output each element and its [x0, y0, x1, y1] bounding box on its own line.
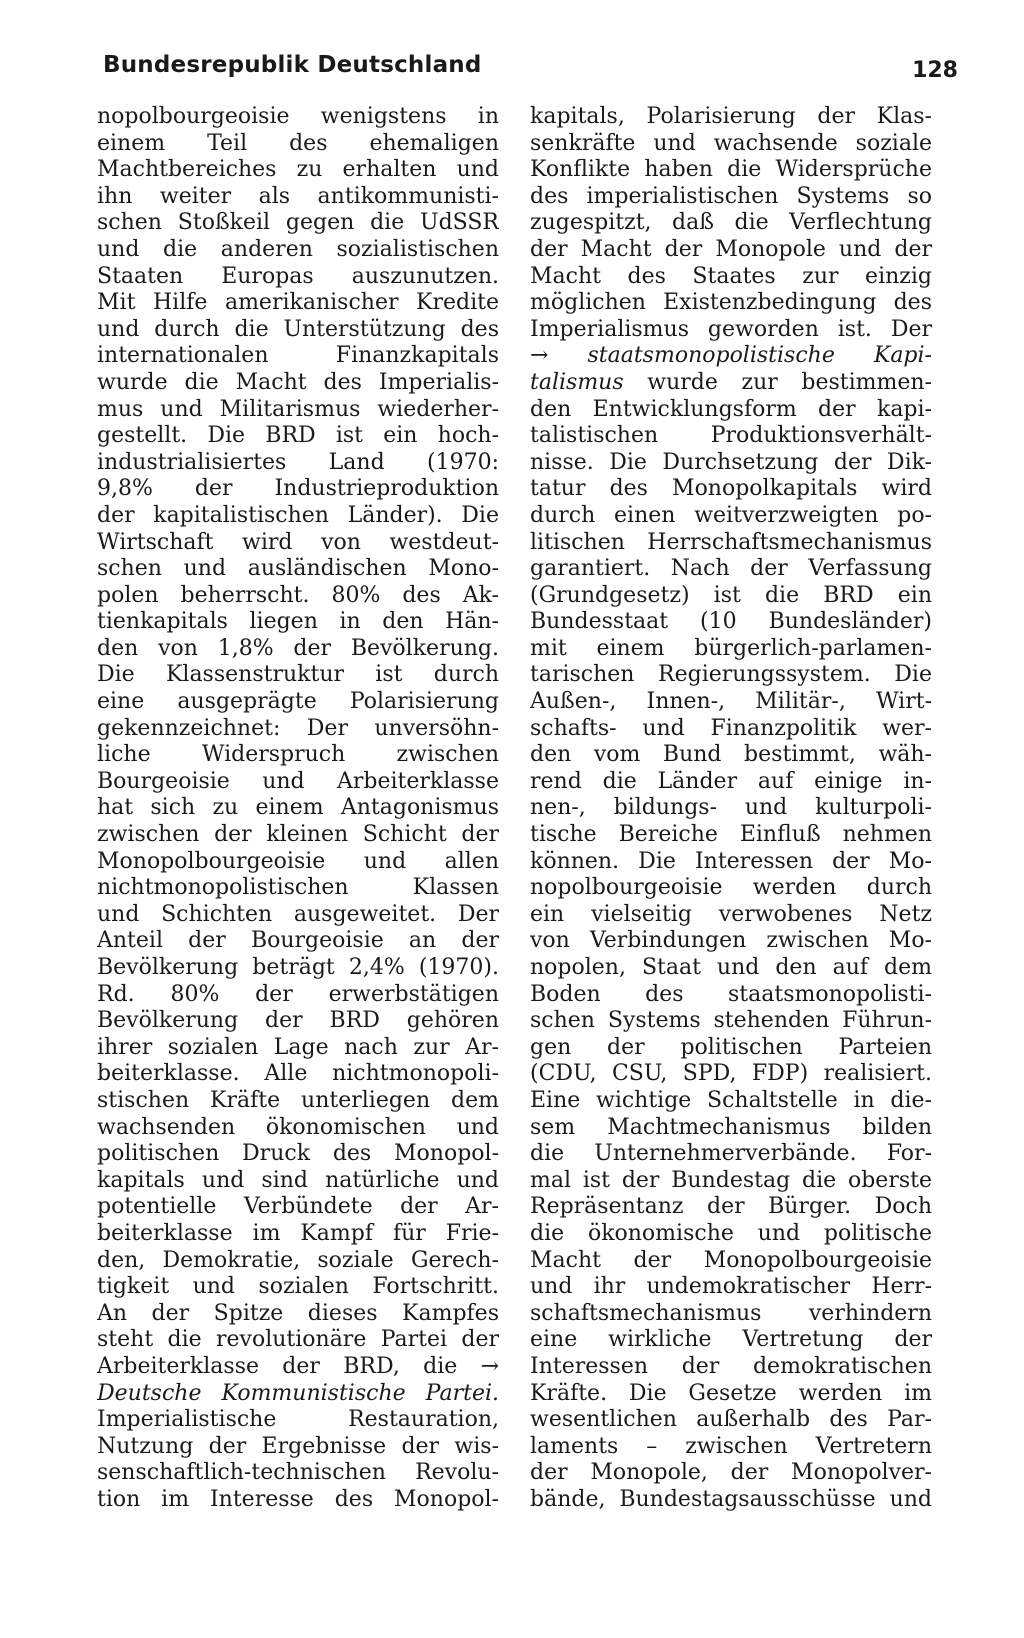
text-line: Wirtschaft wird von westdeut-: [97, 529, 499, 555]
text-line: schen Systems stehenden Führun-: [530, 1008, 932, 1034]
text-line: wachsenden ökonomischen und: [97, 1114, 499, 1140]
text-line: der Monopole, der Monopolver-: [530, 1460, 932, 1486]
text-line: stischen Kräfte unterliegen dem: [97, 1087, 499, 1113]
text-line: mal ist der Bundestag die oberste: [530, 1167, 932, 1193]
text-line: nichtmonopolistischen Klassen: [97, 875, 499, 901]
text-line: 9,8% der Industrieproduktion: [97, 476, 499, 502]
text-line: tienkapitals liegen in den Hän-: [97, 609, 499, 635]
text-line: (Grundgesetz) ist die BRD ein: [530, 582, 932, 608]
text-line: mit einem bürgerlich-parlamen-: [530, 635, 932, 661]
text-line: Außen-, Innen-, Militär-, Wirt-: [530, 689, 932, 715]
text-line: den von 1,8% der Bevölkerung.: [97, 635, 499, 661]
text-line: den vom Bund bestimmt, wäh-: [530, 742, 932, 768]
text-line: können. Die Interessen der Mo-: [530, 848, 932, 874]
text-line: garantiert. Nach der Verfassung: [530, 556, 932, 582]
text-line: eine ausgeprägte Polarisierung: [97, 689, 499, 715]
text-line: Arbeiterklasse der BRD, die →: [97, 1353, 499, 1379]
text-line: nopolbourgeoisie werden durch: [530, 875, 932, 901]
text-line: (CDU, CSU, SPD, FDP) realisiert.: [530, 1061, 932, 1087]
text-line: Mit Hilfe amerikanischer Kredite: [97, 290, 499, 316]
text-line: bände, Bundestagsausschüsse und: [530, 1486, 932, 1512]
text-line: durch einen weitverzweigten po-: [530, 502, 932, 528]
text-line: industrialisiertes Land (1970:: [97, 449, 499, 475]
text-line: Machtbereiches zu erhalten und: [97, 157, 499, 183]
text-line: Boden des staatsmonopolisti-: [530, 981, 932, 1007]
text-line: tarischen Regierungssystem. Die: [530, 662, 932, 688]
text-column-left: [97, 104, 499, 1513]
text-line: den, Demokratie, soziale Gerech-: [97, 1247, 499, 1273]
text-line: schen Stoßkeil gegen die UdSSR: [97, 210, 499, 236]
text-line: beiterklasse. Alle nichtmonopoli-: [97, 1061, 499, 1087]
text-line: nen-, bildungs- und kulturpoli-: [530, 795, 932, 821]
text-line: des imperialistischen Systems so: [530, 183, 932, 209]
text-line: senschaftlich-technischen Revolu-: [97, 1460, 499, 1486]
text-line: Repräsentanz der Bürger. Doch: [530, 1194, 932, 1220]
text-line: Imperialismus geworden ist. Der: [530, 316, 932, 342]
text-line: den Entwicklungsform der kapi-: [530, 396, 932, 422]
text-line: die Unternehmerverbände. For-: [530, 1141, 932, 1167]
text-line: der Macht der Monopole und der: [530, 236, 932, 262]
text-line: Die Klassenstruktur ist durch: [97, 662, 499, 688]
text-line: tische Bereiche Einfluß nehmen: [530, 822, 932, 848]
text-line: laments – zwischen Vertretern: [530, 1433, 932, 1459]
text-line: Nutzung der Ergebnisse der wis-: [97, 1433, 499, 1459]
text-line: ein vielseitig verwobenes Netz: [530, 901, 932, 927]
text-line: schafts- und Finanzpolitik wer-: [530, 715, 932, 741]
text-line: kapitals und sind natürliche und: [97, 1167, 499, 1193]
text-line: hat sich zu einem Antagonismus: [97, 795, 499, 821]
text-column-right: [530, 104, 932, 1513]
text-line: Interessen der demokratischen: [530, 1353, 932, 1379]
text-line: Anteil der Bourgeoisie an der: [97, 928, 499, 954]
text-line: Bevölkerung der BRD gehören: [97, 1008, 499, 1034]
text-line: zugespitzt, daß die Verflechtung: [530, 210, 932, 236]
text-line: kapitals, Polarisierung der Klas-: [530, 104, 932, 129]
text-line: und ihr undemokratischer Herr-: [530, 1274, 932, 1300]
text-line: gekennzeichnet: Der unversöhn-: [97, 715, 499, 741]
text-line: Imperialistische Restauration,: [97, 1407, 499, 1433]
text-line: steht die revolutionäre Partei der: [97, 1327, 499, 1353]
text-line: nopolen, Staat und den auf dem: [530, 955, 932, 980]
text-line: → staatsmonopolistische Kapi-: [530, 343, 932, 369]
text-line: An der Spitze dieses Kampfes: [97, 1300, 499, 1326]
text-line: Bourgeoisie und Arbeiterklasse: [97, 768, 499, 794]
text-line: potentielle Verbündete der Ar-: [97, 1194, 499, 1220]
text-line: der kapitalistischen Länder). Die: [97, 502, 499, 528]
text-line: die ökonomische und politische: [530, 1220, 932, 1246]
text-line: und Schichten ausgeweitet. Der: [97, 901, 499, 927]
text-line: Bevölkerung beträgt 2,4% (1970).: [97, 955, 499, 980]
text-line: Bundesstaat (10 Bundesländer): [530, 609, 932, 635]
text-line: wurde die Macht des Imperialis-: [97, 369, 499, 395]
text-line: ihrer sozialen Lage nach zur Ar-: [97, 1034, 499, 1060]
text-line: und die anderen sozialistischen: [97, 236, 499, 262]
text-line: Konflikte haben die Widersprüche: [530, 157, 932, 183]
text-line: politischen Druck des Monopol-: [97, 1141, 499, 1167]
text-line: Rd. 80% der erwerbstätigen: [97, 981, 499, 1007]
text-line: Deutsche Kommunistische Partei.: [97, 1380, 499, 1406]
text-line: wesentlichen außerhalb des Par-: [530, 1407, 932, 1433]
text-line: ihn weiter als antikommunisti-: [97, 183, 499, 209]
text-line: sem Machtmechanismus bilden: [530, 1114, 932, 1140]
page-number: 128: [912, 58, 958, 83]
text-line: möglichen Existenzbedingung des: [530, 290, 932, 316]
running-title: Bundesrepublik Deutschland: [103, 52, 482, 78]
text-line: liche Widerspruch zwischen: [97, 742, 499, 768]
text-line: Kräfte. Die Gesetze werden im: [530, 1380, 932, 1406]
text-line: nisse. Die Durchsetzung der Dik-: [530, 449, 932, 475]
text-line: internationalen Finanzkapitals: [97, 343, 499, 369]
text-line: talistischen Produktionsverhält-: [530, 423, 932, 449]
text-line: eine wirkliche Vertretung der: [530, 1327, 932, 1353]
text-line: beiterklasse im Kampf für Frie-: [97, 1220, 499, 1246]
text-line: gen der politischen Parteien: [530, 1034, 932, 1060]
text-line: senkräfte und wachsende soziale: [530, 130, 932, 156]
text-line: schaftsmechanismus verhindern: [530, 1300, 932, 1326]
text-line: rend die Länder auf einige in-: [530, 768, 932, 794]
text-line: tion im Interesse des Monopol-: [97, 1486, 499, 1512]
text-line: nopolbourgeoisie wenigstens in: [97, 104, 499, 129]
text-line: gestellt. Die BRD ist ein hoch-: [97, 423, 499, 449]
text-line: talismus wurde zur bestimmen-: [530, 369, 932, 395]
text-line: litischen Herrschaftsmechanismus: [530, 529, 932, 555]
text-line: Staaten Europas auszunutzen.: [97, 263, 499, 289]
text-line: Monopolbourgeoisie und allen: [97, 848, 499, 874]
text-line: zwischen der kleinen Schicht der: [97, 822, 499, 848]
text-line: einem Teil des ehemaligen: [97, 130, 499, 156]
text-line: Macht der Monopolbourgeoisie: [530, 1247, 932, 1273]
text-line: und durch die Unterstützung des: [97, 316, 499, 342]
text-line: polen beherrscht. 80% des Ak-: [97, 582, 499, 608]
text-line: schen und ausländischen Mono-: [97, 556, 499, 582]
text-line: tigkeit und sozialen Fortschritt.: [97, 1274, 499, 1300]
text-line: tatur des Monopolkapitals wird: [530, 476, 932, 502]
text-line: Eine wichtige Schaltstelle in die-: [530, 1087, 932, 1113]
text-line: Macht des Staates zur einzig: [530, 263, 932, 289]
text-line: von Verbindungen zwischen Mo-: [530, 928, 932, 954]
text-line: mus und Militarismus wiederher-: [97, 396, 499, 422]
